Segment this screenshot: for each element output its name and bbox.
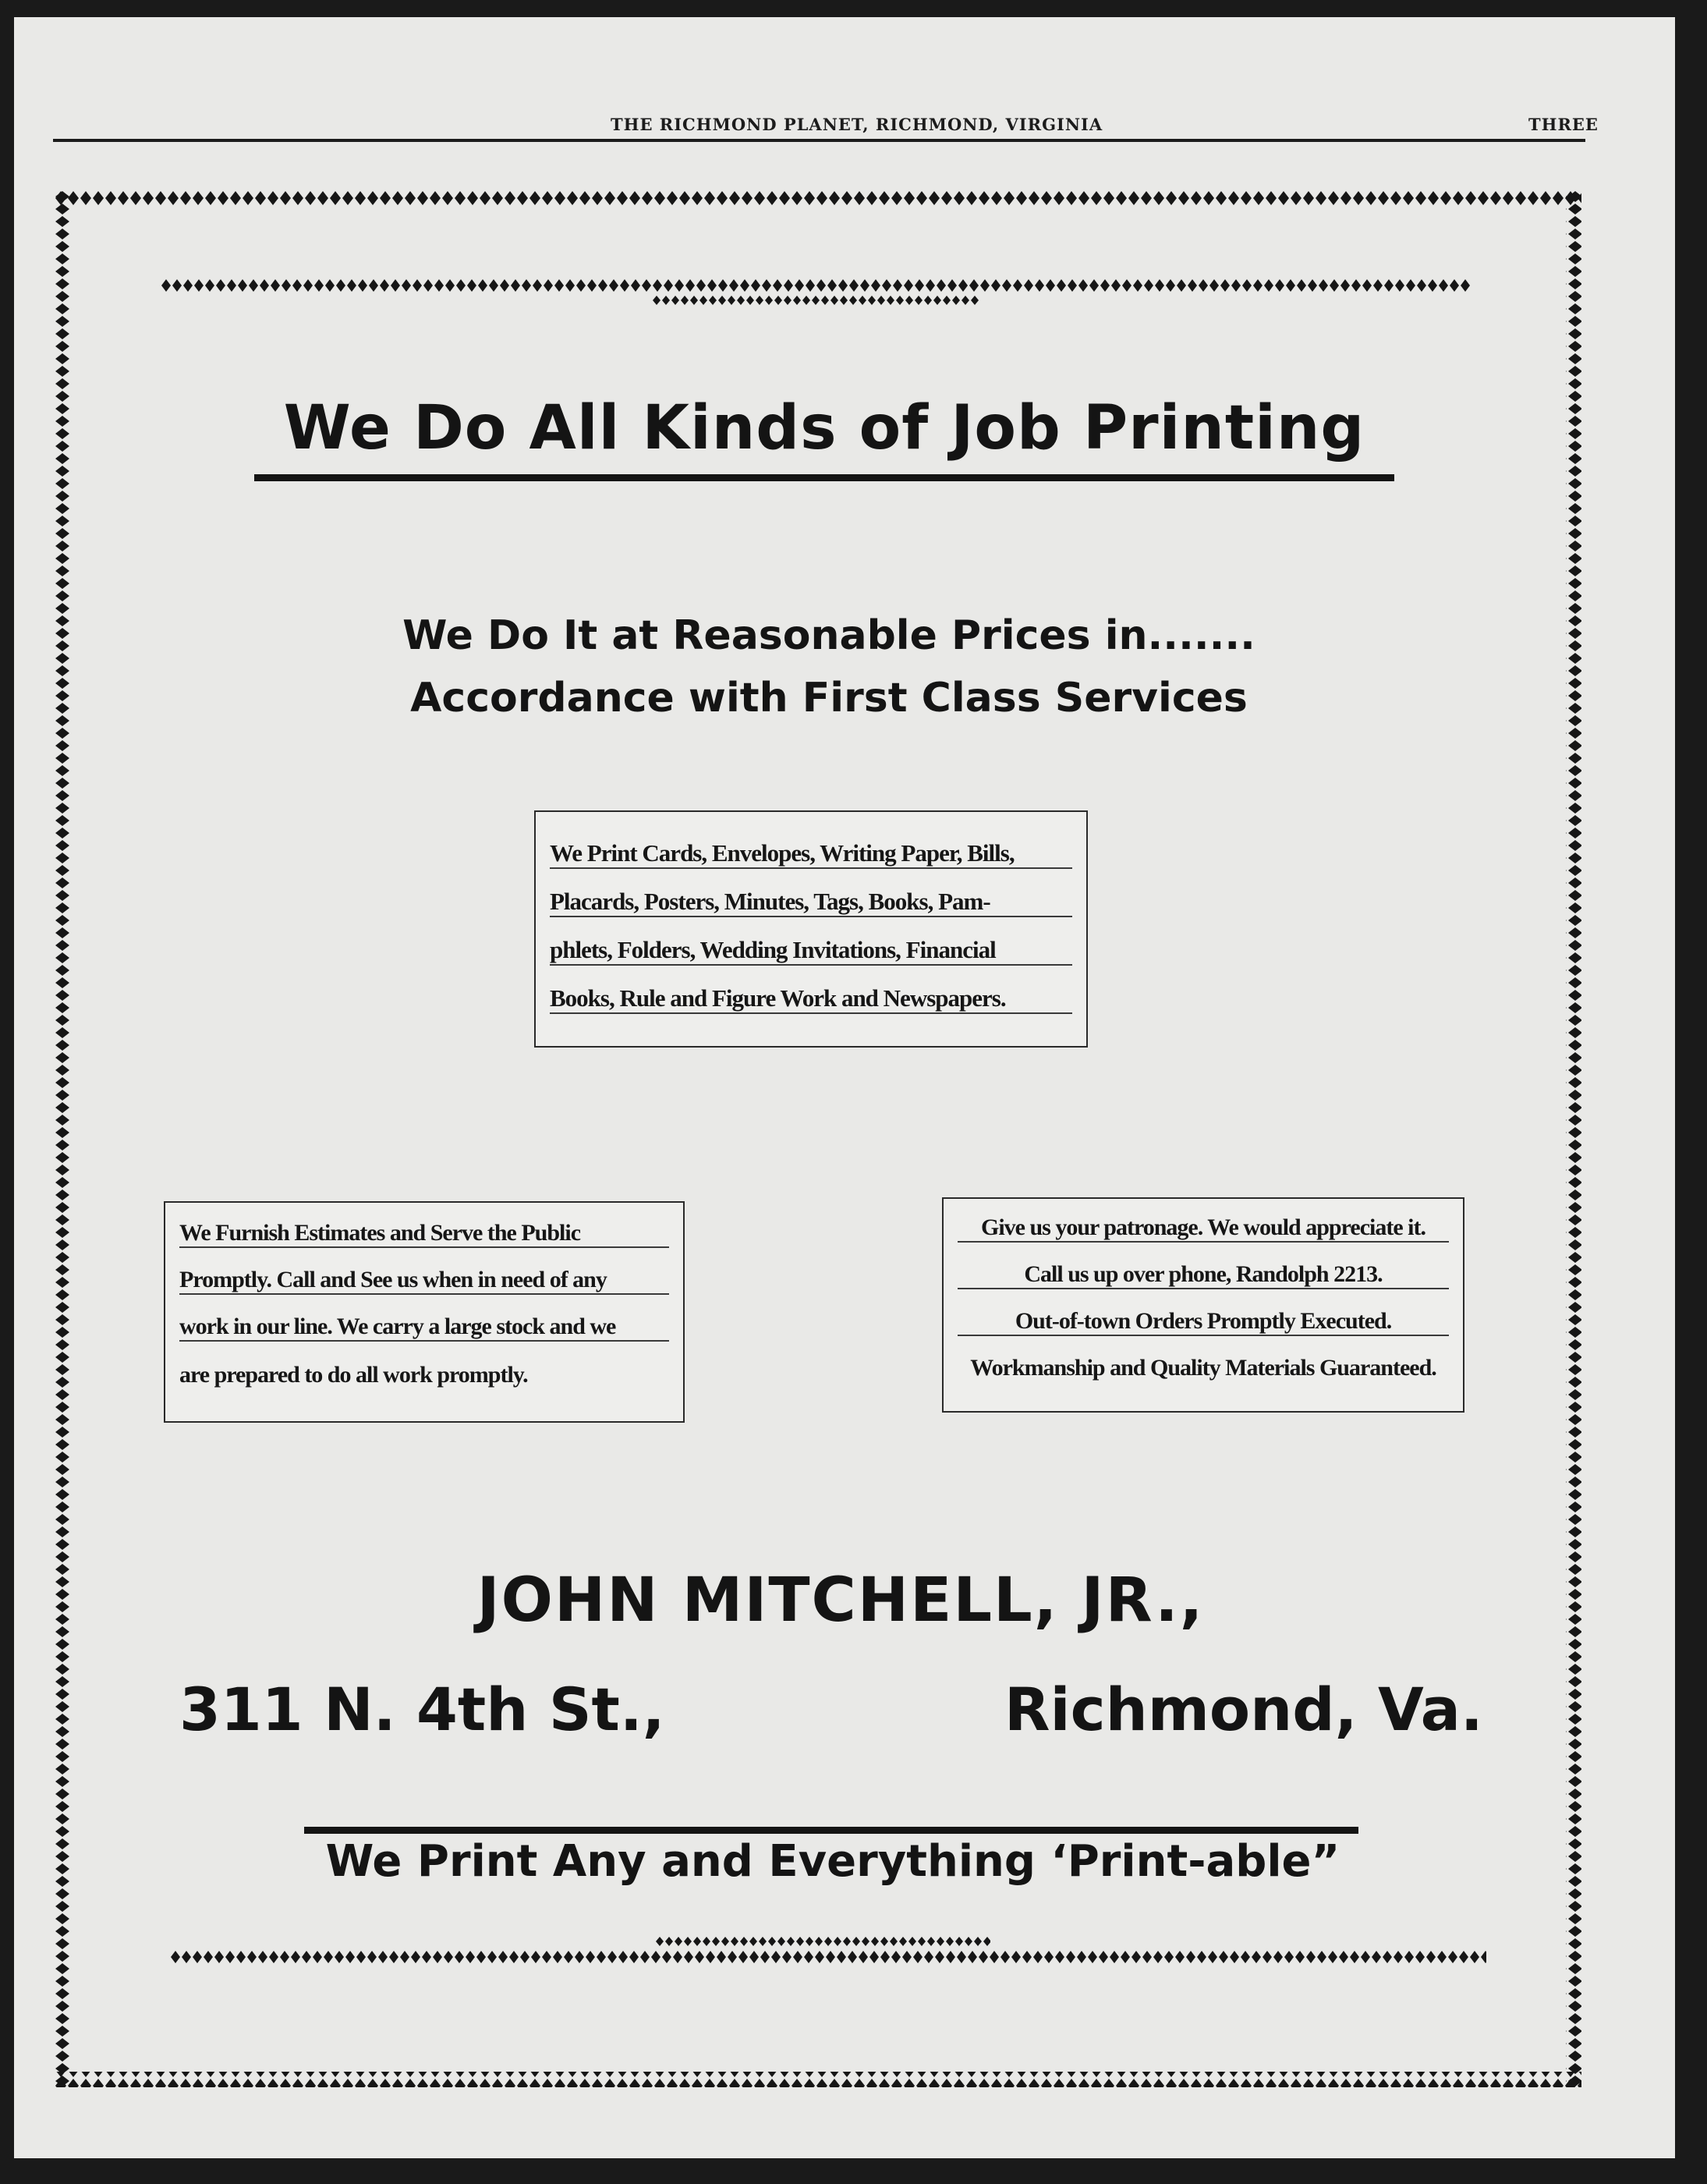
patronage-line-3: Out-of-town Orders Promptly Executed. — [958, 1308, 1449, 1336]
subhead-line-1: We Do It at Reasonable Prices in....... — [402, 612, 1255, 659]
services-line-2: Placards, Posters, Minutes, Tags, Books, Pam- — [550, 888, 1072, 917]
masthead-title: THE RICHMOND PLANET, RICHMOND, VIRGINIA — [611, 115, 1103, 134]
masthead-rule — [53, 139, 1585, 142]
proprietor-name: JOHN MITCHELL, JR., — [476, 1565, 1205, 1636]
services-box — [534, 810, 1088, 1048]
city-address: Richmond, Va. — [1004, 1675, 1483, 1744]
patronage-box — [942, 1197, 1464, 1413]
patronage-line-1: Give us your patronage. We would appreciate it. — [958, 1214, 1449, 1243]
slogan-rule — [304, 1827, 1358, 1834]
patronage-line-4: Workmanship and Quality Materials Guaranteed. — [970, 1355, 1436, 1381]
services-line-3: phlets, Folders, Wedding Invitations, Financial — [550, 936, 1072, 966]
headline-underline — [254, 474, 1394, 481]
street-address: 311 N. 4th St., — [179, 1675, 665, 1744]
slogan: We Print Any and Everything ‘Print-able” — [325, 1836, 1340, 1887]
subhead-line-2: Accordance with First Class Services — [410, 675, 1248, 722]
estimates-box — [164, 1201, 685, 1423]
newspaper-page — [14, 17, 1675, 2158]
estimates-line-1: We Furnish Estimates and Serve the Public — [179, 1220, 669, 1248]
patronage-line-2: Call us up over phone, Randolph 2213. — [958, 1261, 1449, 1289]
services-line-1: We Print Cards, Envelopes, Writing Paper, Bills, — [550, 839, 1072, 869]
estimates-line-2: Promptly. Call and See us when in need of any — [179, 1267, 669, 1295]
headline: We Do All Kinds of Job Printing — [283, 393, 1365, 463]
ornament-line-bottom — [170, 1950, 1486, 1964]
estimates-line-3: work in our line. We carry a large stock and we — [179, 1314, 669, 1342]
ornament-small-top — [652, 295, 979, 306]
ornament-line-top — [161, 278, 1471, 292]
estimates-line-4: are prepared to do all work promptly. — [179, 1362, 528, 1388]
services-line-4: Books, Rule and Figure Work and Newspapers. — [550, 984, 1072, 1014]
page-number: THREE — [1528, 115, 1599, 134]
ornament-small-bottom — [655, 1936, 990, 1947]
